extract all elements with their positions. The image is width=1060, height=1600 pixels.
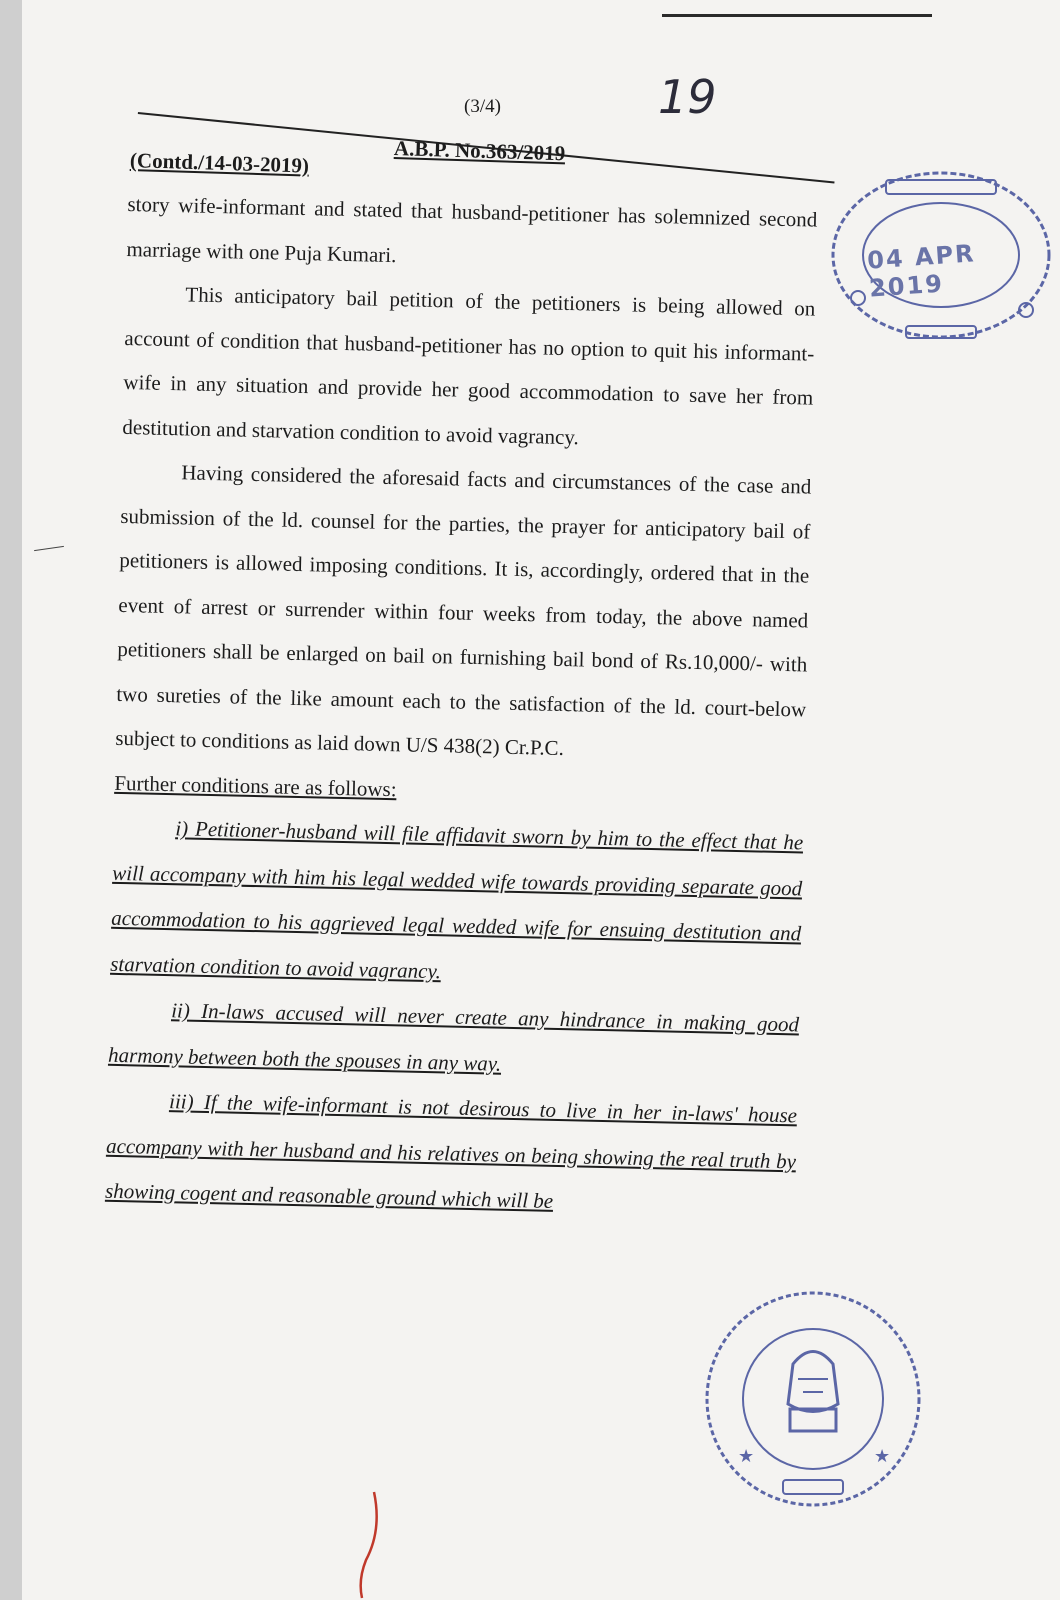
stamp-date: 04 APR 2019: [866, 239, 977, 303]
margin-mark: [34, 546, 64, 551]
svg-text:★: ★: [874, 1446, 891, 1467]
svg-text:★: ★: [738, 1446, 755, 1467]
condition-3: iii) If the wife-informant is not desirous to live in her in-laws' house accompany with her husband and his relatives on being showing the real truth by showing cogent and reasonable ground which will be: [104, 1089, 798, 1213]
paragraph-3: Having considered the aforesaid facts and circumstances of the case and submission of the ld. counsel for the parties, the prayer for anticipatory bail of petitioners is allowed imposing conditions. It is, accordingly, ordered that in the event of arrest or surrender within four weeks from today, the above named petitioners shall be enlarged on bail on furnishing bail bond of Rs.10,000/- with two sureties of the like amount each to the satisfaction of the ld. court-below subject to conditions as laid down U/S 438(2) Cr.P.C.: [115, 460, 812, 761]
document-page: [22, 0, 1060, 1600]
court-seal-icon: [698, 1284, 928, 1514]
further-conditions-heading: Further conditions are as follows:: [114, 770, 397, 801]
page-number: (3/4): [464, 96, 501, 117]
case-number: A.B.P. No.363/2019: [393, 136, 566, 166]
condition-2: ii) In-laws accused will never create any hindrance in making good harmony between both the spouses in any way.: [107, 998, 800, 1076]
order-body: [105, 182, 818, 1230]
paragraph-2: This anticipatory bail petition of the petitioners is being allowed on account of condition that husband-petitioner has no option to quit his informant-wife in any situation and provide her good accommodation to save her from destitution and starvation condition to avoid vagrancy.: [122, 282, 816, 449]
condition-1: i) Petitioner-husband will file affidavit sworn by him to the effect that he will accompany with him his legal wedded wife towards providing separate good accommodation to his aggrieved legal wedded wife for ensuing destitution and starvation condition to avoid vagrancy.: [109, 816, 804, 983]
top-edge-rule: [662, 14, 932, 17]
continued-date: (Contd./14-03-2019): [129, 148, 310, 178]
pen-mark-icon: [352, 1490, 392, 1600]
paragraph-1: story wife-informant and stated that husband-petitioner has solemnized second marriage with one Puja Kumari.: [126, 191, 818, 267]
handwritten-folio-number: 19: [658, 70, 717, 124]
